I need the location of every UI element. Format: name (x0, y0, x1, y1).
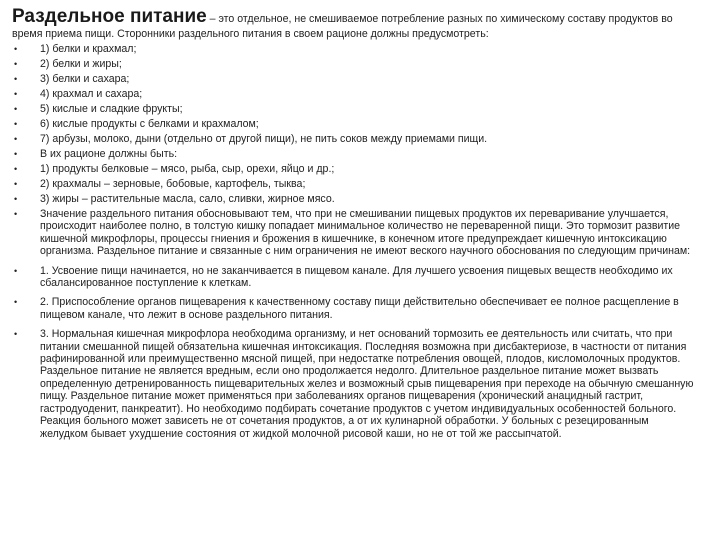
bullet-icon: • (14, 297, 18, 308)
bullet-icon: • (14, 89, 18, 99)
list-item-text: 7) арбузы, молоко, дыни (отдельно от другой пищи), не пить соков между приемами пищи. (40, 133, 488, 145)
paragraph-text: Значение раздельного питания обосновывают тем, что при не смешивании пищевых продуктов их переваривание улучшается, происходит наиболее полно, в толстую кишку попадает минимальное количество не переваренной пищи. Это тормозит развитие кишечной микрофлоры, процессы гниения и брожения в кишечнике, в конечном итоге предупреждает кишечную интоксикацию организма. Раздельное питание и связанные с ним ограничения не имеют веского научного обоснования по следующим причинам: (40, 208, 691, 258)
list-item-text: 6) кислые продукты с белками и крахмалом; (40, 118, 259, 130)
list-item-text: 5) кислые и сладкие фрукты; (40, 103, 183, 115)
list-item (12, 58, 696, 70)
list-item (12, 148, 696, 160)
list-item-text: В их рационе должны быть: (40, 148, 178, 160)
bullet-icon: • (14, 194, 18, 204)
paragraph-text: 1. Усвоение пищи начинается, но не заканчивается в пищевом канале. Для лучшего усвоения пищевых веществ необходимо их сбалансированное поступление к клеткам. (40, 264, 673, 290)
list-item (12, 178, 696, 190)
bullet-icon: • (14, 179, 18, 189)
paragraph-item (12, 328, 696, 440)
bullet-icon: • (14, 104, 18, 114)
bullet-icon: • (14, 74, 18, 84)
list-item-text: 1) продукты белковые – мясо, рыба, сыр, орехи, яйцо и др.; (40, 163, 335, 175)
list-item (12, 88, 696, 100)
intro-paragraph (12, 6, 696, 41)
list-item-text: 1) белки и крахмал; (40, 43, 137, 55)
list-item (12, 43, 696, 55)
list-item-text: 2) крахмалы – зерновые, бобовые, картофель, тыква; (40, 178, 306, 190)
list-item (12, 163, 696, 175)
list-item-text: 4) крахмал и сахара; (40, 88, 143, 100)
bullet-icon: • (14, 119, 18, 129)
bullet-icon: • (14, 44, 18, 54)
definition-text: – это отдельное, не смешиваемое потребление разных по химическому составу продуктов во время приема пищи. Сторонники раздельного питания в своем рационе должны предусмотреть: (12, 13, 673, 40)
list-item (12, 103, 696, 115)
bullet-icon: • (14, 164, 18, 174)
paragraph-item (12, 208, 696, 258)
bullet-icon: • (14, 329, 18, 340)
bullet-icon: • (14, 149, 18, 159)
bullet-list (12, 43, 696, 440)
bullet-icon: • (14, 265, 18, 276)
list-item-text: 2) белки и жиры; (40, 58, 122, 70)
bullet-icon: • (14, 59, 18, 69)
list-item (12, 73, 696, 85)
page-title: Раздельное питание (12, 6, 207, 27)
list-item-text: 3) белки и сахара; (40, 73, 130, 85)
paragraph-text: 2. Приспособление органов пищеварения к качественному составу пищи действительно обеспечивает ее полное расщепление в пищевом канале, что лежит в основе раздельного питания. (40, 296, 679, 321)
list-item-text: 3) жиры – растительные масла, сало, сливки, жирное мясо. (40, 193, 335, 205)
list-item (12, 118, 696, 130)
bullet-icon: • (14, 209, 18, 219)
list-item (12, 193, 696, 205)
paragraph-text: 3. Нормальная кишечная микрофлора необходима организму, и нет оснований тормозить ее деятельность или считать, что при питании смешанной пищей обязательна кишечная интоксикация. Последняя возможна при дисбактериозе, в частности от питания рафинированной или преимущественно мясной пищей, при недостатке потребления овощей, плодов, кисломолочных продуктов. Раздельное питание не является вредным, если оно продолжается недолго. Длительное раздельное питание может вызвать определенную детренированность пищеварительных желез и возможный срыв пищеварения при переходе на обычную смешанную пищу. Раздельное питание может применяться при заболеваниях органов пищеварения (хронический анацидный гастрит, гастродуоденит, панкреатит). Но необходимо подбирать сочетание продуктов с учетом индивидуальных особенностей больного. Реакция больного может зависеть не от сочетания продуктов, а от их кулинарной обработки. У больных с резецированным желудком бывает ухудшение состояния от жидкой молочной рисовой каши, но не от той же рассыпчатой. (40, 328, 694, 440)
list-item (12, 133, 696, 145)
paragraph-item (12, 296, 696, 321)
paragraph-item (12, 265, 696, 290)
bullet-icon: • (14, 134, 18, 144)
